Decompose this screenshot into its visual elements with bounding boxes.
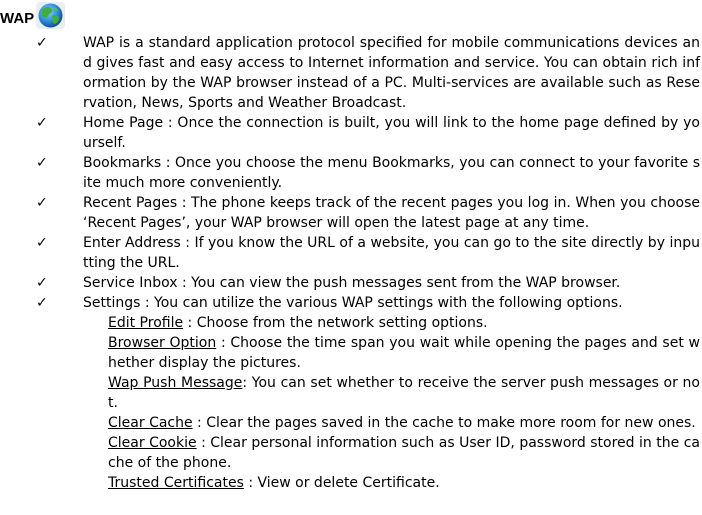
wap-header [0, 2, 65, 28]
settings-option [0, 373, 702, 413]
settings-option [0, 473, 702, 493]
page-title: WAP [0, 9, 35, 27]
checkmark-icon: ✓ [36, 235, 48, 251]
globe-icon [36, 2, 65, 29]
settings-option-name: Edit Profile [108, 315, 184, 331]
settings-option-desc: : You can set whether to receive the server push messages or not. [108, 375, 700, 411]
settings-option [0, 313, 702, 333]
checkmark-icon: ✓ [36, 155, 48, 171]
settings-option-name: Clear Cache [108, 415, 193, 431]
settings-option-name: Trusted Certificates [108, 475, 244, 491]
settings-option-name: Wap Push Message [108, 375, 243, 391]
settings-option-desc: : Choose the time span you wait while opening the pages and set whether display the pictures. [108, 335, 700, 371]
list-item: ✓ Settings : You can utilize the various WAP settings with the following options. [36, 295, 623, 311]
settings-option-desc: : View or delete Certificate. [243, 475, 440, 491]
checkmark-icon: ✓ [36, 295, 48, 311]
wap-description [0, 33, 702, 493]
settings-option [0, 333, 702, 373]
checkmark-icon: ✓ [36, 115, 48, 131]
list-item: ✓ Enter Address : If you know the URL of a website, you can go to the site directly by inputting the URL. [36, 235, 700, 271]
settings-option-name: Browser Option [108, 335, 217, 351]
list-item: ✓ WAP is a standard application protocol specified for mobile communications devices and gives fast and easy access to Internet information and service. You can obtain rich information by the WAP browser instead of a PC. Multi-services are available such as Reservation, News, Sports and Weather Broadcast. [36, 35, 700, 111]
checkmark-icon: ✓ [36, 275, 48, 291]
list-item: ✓ Recent Pages : The phone keeps track of the recent pages you log in. When you choose ‘Recent Pages’, your WAP browser will open the latest page at any time. [36, 195, 700, 231]
checkmark-icon: ✓ [36, 35, 48, 51]
list-item: ✓ Service Inbox : You can view the push messages sent from the WAP browser. [36, 275, 621, 291]
settings-option-desc: : Choose from the network setting options. [183, 315, 488, 331]
settings-option [0, 413, 702, 433]
settings-option-name: Clear Cookie [108, 435, 197, 451]
settings-option-desc: : Clear the pages saved in the cache to make more room for new ones. [192, 415, 696, 431]
settings-option-desc: : Clear personal information such as User ID, password stored in the cache of the phone. [108, 435, 700, 471]
settings-option [0, 433, 702, 473]
list-item: ✓ Home Page : Once the connection is built, you will link to the home page defined by yourself. [36, 115, 700, 151]
checkmark-icon: ✓ [36, 195, 48, 211]
list-item: ✓ Bookmarks : Once you choose the menu Bookmarks, you can connect to your favorite site much more conveniently. [36, 155, 700, 191]
